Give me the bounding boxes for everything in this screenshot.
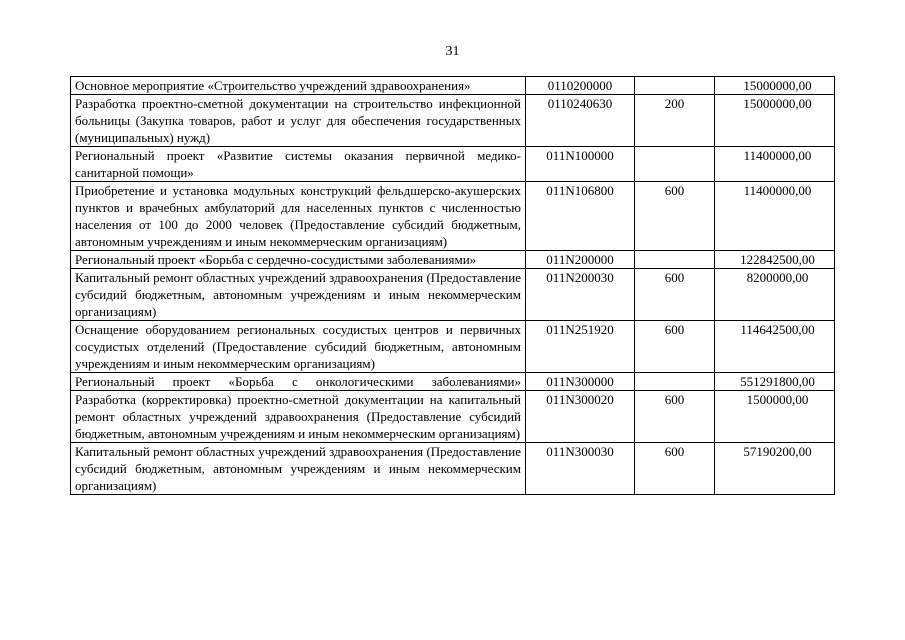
amount-value: 1500000,00 [746, 392, 809, 407]
page-number: 31 [445, 44, 460, 59]
amount-value: 11400000,00 [743, 183, 812, 198]
target-code-cell: 011N200000 [526, 251, 635, 269]
table-row [71, 269, 835, 321]
expense-name-cell: Основное мероприятие «Строительство учреждений здравоохранения» [71, 77, 526, 95]
amount-cell [715, 443, 835, 495]
expense-type-cell [635, 373, 715, 391]
table-row [71, 182, 835, 251]
expense-name-cell: Приобретение и установка модульных конструкций фельдшерско-акушерских пунктов и врачебных амбулаторий для населенных пунктов с численностью населения от 100 до 2000 человек (Предоставление субсидий бюджетным, автономным учреждениям и иным некоммерческим организациям) [71, 182, 526, 251]
table-row [71, 391, 835, 443]
amount-cell [715, 147, 835, 182]
target-code-cell: 011N300000 [526, 373, 635, 391]
expense-type-cell: 600 [635, 182, 715, 251]
amount-cell [715, 95, 835, 147]
expense-name-cell: Разработка проектно-сметной документации на строительство инфекционной больницы (Закупка товаров, работ и услуг для обеспечения государственных (муниципальных) нужд) [71, 95, 526, 147]
expense-type-cell [635, 147, 715, 182]
amount-value: 11400000,00 [743, 148, 812, 163]
amount-cell [715, 321, 835, 373]
amount-value: 15000000,00 [743, 78, 812, 93]
amount-value: 8200000,00 [746, 270, 809, 285]
amount-value: 15000000,00 [743, 96, 812, 111]
target-code-cell: 011N300030 [526, 443, 635, 495]
expense-name-cell: Региональный проект «Борьба с сердечно-сосудистыми заболеваниями» [71, 251, 526, 269]
table-row [71, 321, 835, 373]
target-code-cell: 011N100000 [526, 147, 635, 182]
target-code-cell: 011N200030 [526, 269, 635, 321]
expense-name-cell: Региональный проект «Борьба с онкологическими заболеваниями» [71, 373, 526, 391]
target-code-cell: 011N251920 [526, 321, 635, 373]
table-row [71, 95, 835, 147]
table-row [71, 77, 835, 95]
expense-type-cell [635, 77, 715, 95]
target-code-cell: 011N106800 [526, 182, 635, 251]
expense-name-cell: Разработка (корректировка) проектно-сметной документации на капитальный ремонт областных учреждений здравоохранения (Предоставление субсидий бюджетным, автономным учреждениям и иным некоммерческим организациям) [71, 391, 526, 443]
table-row [71, 443, 835, 495]
expense-type-cell: 600 [635, 321, 715, 373]
amount-value: 122842500,00 [740, 252, 815, 267]
expense-type-cell: 600 [635, 443, 715, 495]
amount-value: 551291800,00 [740, 374, 815, 389]
amount-cell [715, 77, 835, 95]
target-code-cell: 0110200000 [526, 77, 635, 95]
amount-cell [715, 391, 835, 443]
amount-cell [715, 251, 835, 269]
target-code-cell: 011N300020 [526, 391, 635, 443]
expense-type-cell: 600 [635, 391, 715, 443]
table-row [71, 251, 835, 269]
expense-name-cell: Региональный проект «Развитие системы оказания первичной медико-санитарной помощи» [71, 147, 526, 182]
expense-name-cell: Капитальный ремонт областных учреждений здравоохранения (Предоставление субсидий бюджетным, автономным учреждениям и иным некоммерческим организациям) [71, 269, 526, 321]
amount-value: 114642500,00 [740, 322, 815, 337]
expense-name-cell: Капитальный ремонт областных учреждений здравоохранения (Предоставление субсидий бюджетным, автономным учреждениям и иным некоммерческим организациям) [71, 443, 526, 495]
amount-cell [715, 182, 835, 251]
table-row [71, 373, 835, 391]
expense-type-cell [635, 251, 715, 269]
target-code-cell: 0110240630 [526, 95, 635, 147]
expense-type-cell: 200 [635, 95, 715, 147]
expense-type-cell: 600 [635, 269, 715, 321]
amount-value: 57190200,00 [743, 444, 812, 459]
expense-name-cell: Оснащение оборудованием региональных сосудистых центров и первичных сосудистых отделений (Предоставление субсидий бюджетным, автономным учреждениям и иным некоммерческим организациям) [71, 321, 526, 373]
amount-cell [715, 373, 835, 391]
amount-cell [715, 269, 835, 321]
table-row [71, 147, 835, 182]
budget-table [70, 76, 835, 495]
